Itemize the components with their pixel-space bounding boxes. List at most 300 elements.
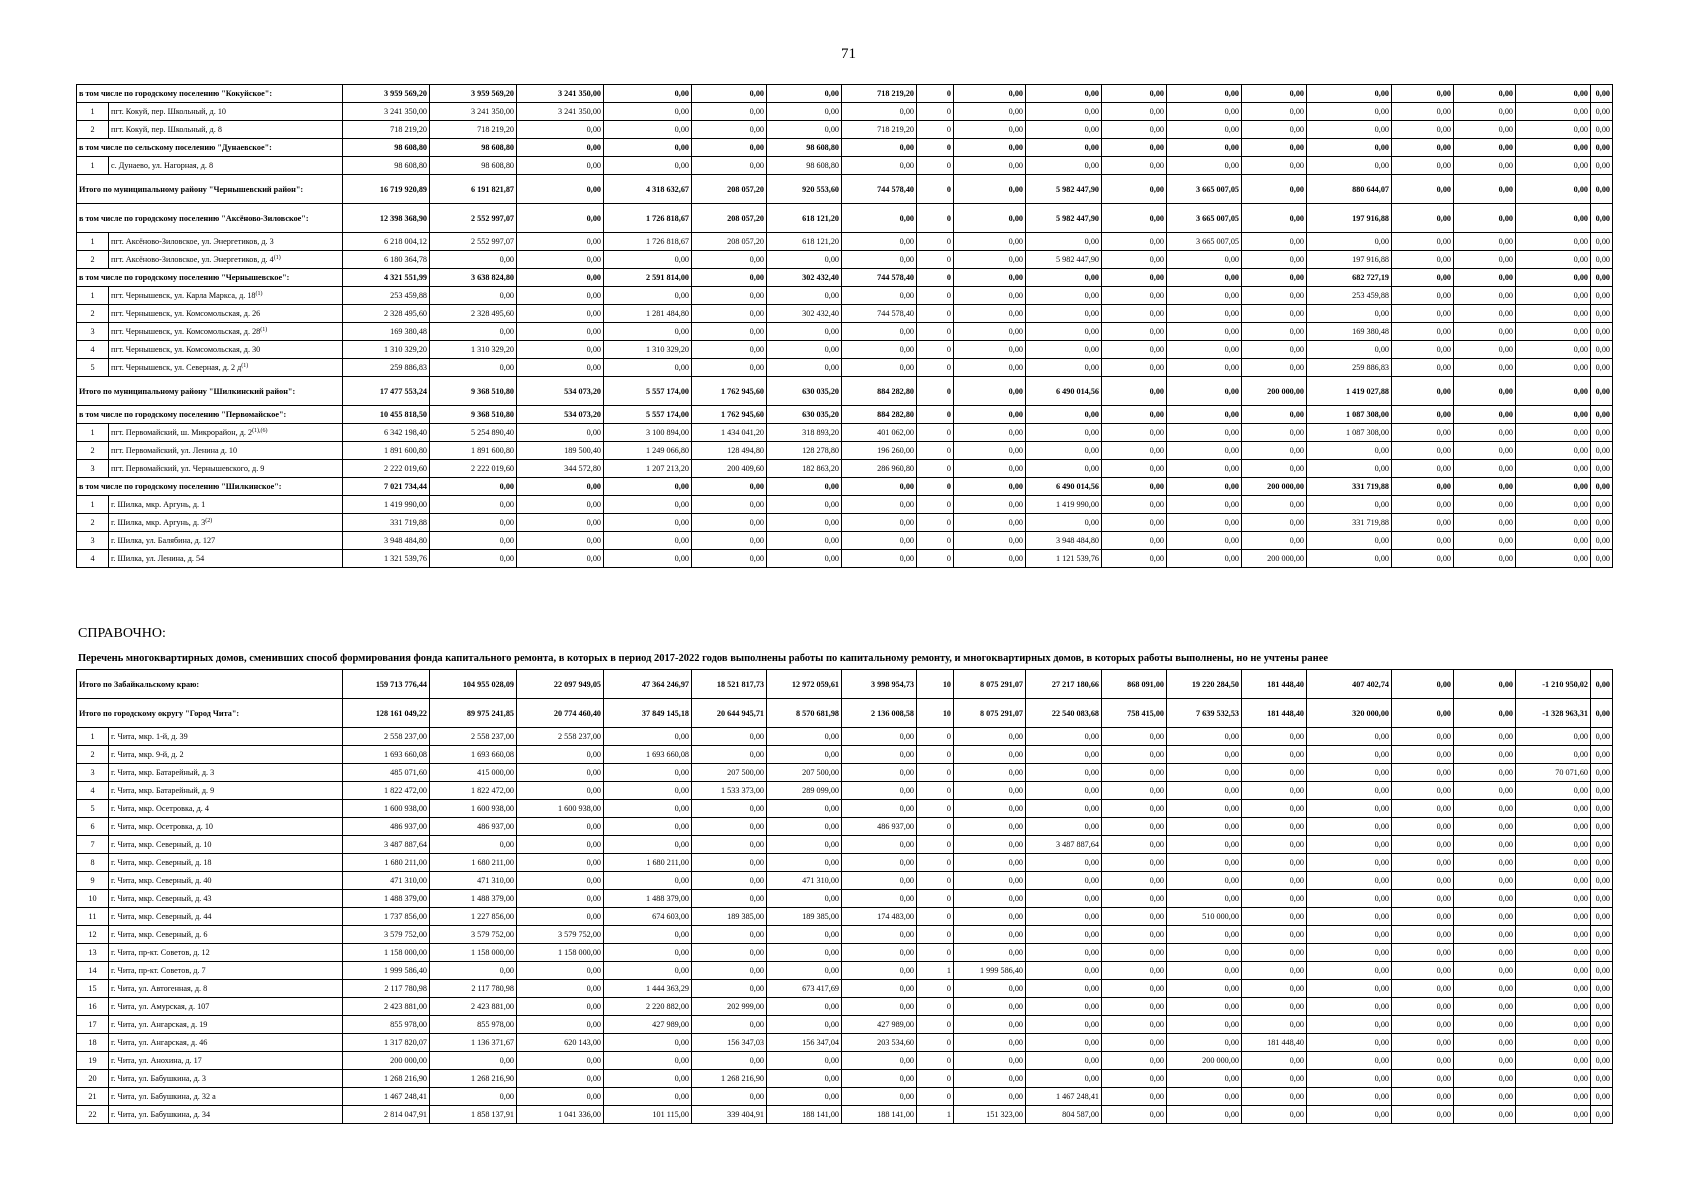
value-cell: 0,00 — [842, 103, 917, 121]
value-cell: 151 323,00 — [954, 1106, 1026, 1124]
value-cell: 0,00 — [1591, 746, 1613, 764]
value-cell: 98 608,80 — [767, 157, 842, 175]
value-cell: 0,00 — [1392, 341, 1454, 359]
value-cell: 486 937,00 — [343, 818, 430, 836]
table-row — [77, 1016, 1613, 1034]
row-number: 4 — [77, 550, 109, 568]
value-cell: 0,00 — [1167, 323, 1242, 341]
value-cell: 0,00 — [1591, 728, 1613, 746]
table-row — [77, 323, 1613, 341]
value-cell: 0,00 — [1392, 532, 1454, 550]
value-cell: 0,00 — [1102, 962, 1167, 980]
value-cell: 0,00 — [1242, 287, 1307, 305]
address-cell: г. Шилка, мкр. Аргунь, д. 1 — [109, 496, 343, 514]
value-cell: 0,00 — [1102, 926, 1167, 944]
value-cell: 16 719 920,89 — [343, 175, 430, 204]
row-number: 2 — [77, 514, 109, 532]
value-cell: 0,00 — [1026, 962, 1102, 980]
value-cell: 0 — [917, 550, 954, 568]
table-row — [77, 926, 1613, 944]
value-cell: 22 540 083,68 — [1026, 699, 1102, 728]
value-cell: 0,00 — [1516, 1016, 1591, 1034]
value-cell: 0,00 — [954, 233, 1026, 251]
value-cell: 0,00 — [1392, 305, 1454, 323]
value-cell: 0,00 — [692, 287, 767, 305]
value-cell: 0,00 — [1242, 305, 1307, 323]
value-cell: 0,00 — [1102, 341, 1167, 359]
row-number: 5 — [77, 359, 109, 377]
value-cell: 0,00 — [1591, 699, 1613, 728]
value-cell: 0,00 — [1167, 269, 1242, 287]
value-cell: 0,00 — [954, 85, 1026, 103]
address-cell: с. Дунаево, ул. Нагорная, д. 8 — [109, 157, 343, 175]
value-cell: 0,00 — [517, 764, 604, 782]
row-number: 21 — [77, 1088, 109, 1106]
value-cell: 0,00 — [1591, 1052, 1613, 1070]
value-cell: 0,00 — [1591, 514, 1613, 532]
value-cell: 4 318 632,67 — [604, 175, 692, 204]
value-cell: -1 328 963,31 — [1516, 699, 1591, 728]
value-cell: 0,00 — [692, 157, 767, 175]
value-cell: 208 057,20 — [692, 204, 767, 233]
row-number: 1 — [77, 496, 109, 514]
value-cell: 0,00 — [430, 550, 517, 568]
value-cell: 2 328 495,60 — [343, 305, 430, 323]
table-row — [77, 1052, 1613, 1070]
value-cell: 1 680 211,00 — [343, 854, 430, 872]
value-cell: 0 — [917, 287, 954, 305]
value-cell: 0,00 — [1167, 1016, 1242, 1034]
value-cell: 331 719,88 — [1307, 478, 1392, 496]
table-row — [77, 998, 1613, 1016]
value-cell: 1 693 660,08 — [604, 746, 692, 764]
value-cell: 6 218 004,12 — [343, 233, 430, 251]
value-cell: 427 989,00 — [604, 1016, 692, 1034]
subtotal-label: в том числе по городскому поселению "Первомайское": — [77, 406, 343, 424]
value-cell: 1 041 336,00 — [517, 1106, 604, 1124]
value-cell: 0,00 — [1516, 204, 1591, 233]
value-cell: 0,00 — [604, 287, 692, 305]
row-number: 22 — [77, 1106, 109, 1124]
value-cell: 1 419 990,00 — [343, 496, 430, 514]
value-cell: 0,00 — [842, 287, 917, 305]
value-cell: 0 — [917, 442, 954, 460]
value-cell: 1 310 329,20 — [604, 341, 692, 359]
value-cell: 331 719,88 — [1307, 514, 1392, 532]
value-cell: 0,00 — [1026, 818, 1102, 836]
value-cell: 0,00 — [604, 962, 692, 980]
value-cell: 0,00 — [954, 442, 1026, 460]
address-cell: г. Чита, ул. Ангарская, д. 46 — [109, 1034, 343, 1052]
value-cell: 0,00 — [517, 233, 604, 251]
value-cell: 1 087 308,00 — [1307, 406, 1392, 424]
value-cell: 0,00 — [1454, 514, 1516, 532]
value-cell: 0,00 — [1591, 204, 1613, 233]
value-cell: 855 978,00 — [430, 1016, 517, 1034]
value-cell: 0,00 — [1516, 800, 1591, 818]
value-cell: 0,00 — [1454, 233, 1516, 251]
value-cell: 620 143,00 — [517, 1034, 604, 1052]
value-cell: 0,00 — [1102, 478, 1167, 496]
reference-title: СПРАВОЧНО: — [78, 626, 166, 641]
value-cell: 0,00 — [430, 514, 517, 532]
value-cell: 0,00 — [1167, 872, 1242, 890]
value-cell: 0,00 — [1026, 1016, 1102, 1034]
value-cell: 0,00 — [1026, 460, 1102, 478]
value-cell: 202 999,00 — [692, 998, 767, 1016]
value-cell: 0,00 — [1167, 251, 1242, 269]
value-cell: 0,00 — [1307, 85, 1392, 103]
value-cell: 0,00 — [1516, 85, 1591, 103]
table-row — [77, 746, 1613, 764]
table-row — [77, 854, 1613, 872]
address-cell: пгт. Чернышевск, ул. Комсомольская, д. 26 — [109, 305, 343, 323]
value-cell: 0,00 — [1591, 424, 1613, 442]
value-cell: 0,00 — [1242, 532, 1307, 550]
value-cell: 0,00 — [1516, 406, 1591, 424]
row-number: 5 — [77, 800, 109, 818]
value-cell: 189 385,00 — [692, 908, 767, 926]
value-cell: 12 972 059,61 — [767, 670, 842, 699]
value-cell: 0,00 — [1392, 782, 1454, 800]
value-cell: 0,00 — [767, 890, 842, 908]
value-cell: 0,00 — [954, 818, 1026, 836]
table-row — [77, 980, 1613, 998]
value-cell: 0,00 — [1392, 890, 1454, 908]
row-number: 8 — [77, 854, 109, 872]
value-cell: 0,00 — [1392, 442, 1454, 460]
value-cell: 0,00 — [517, 962, 604, 980]
value-cell: 0 — [917, 424, 954, 442]
subtotal-label: в том числе по городскому поселению "Чернышевское": — [77, 269, 343, 287]
value-cell: 0,00 — [1392, 514, 1454, 532]
value-cell: 0,00 — [842, 854, 917, 872]
value-cell: 0,00 — [517, 890, 604, 908]
value-cell: 1 158 000,00 — [430, 944, 517, 962]
value-cell: 0 — [917, 980, 954, 998]
value-cell: 0,00 — [1454, 926, 1516, 944]
value-cell: 0,00 — [1242, 251, 1307, 269]
value-cell: 0,00 — [1102, 980, 1167, 998]
row-number: 7 — [77, 836, 109, 854]
value-cell: 718 219,20 — [842, 85, 917, 103]
value-cell: 0,00 — [1102, 269, 1167, 287]
value-cell: 0,00 — [1167, 836, 1242, 854]
value-cell: 0,00 — [1392, 1088, 1454, 1106]
value-cell: 718 219,20 — [842, 121, 917, 139]
value-cell: 302 432,40 — [767, 269, 842, 287]
value-cell: 1 693 660,08 — [430, 746, 517, 764]
value-cell: 0,00 — [1026, 424, 1102, 442]
value-cell: 0,00 — [842, 746, 917, 764]
value-cell: 471 310,00 — [767, 872, 842, 890]
value-cell: 0,00 — [1392, 323, 1454, 341]
value-cell: 0,00 — [767, 818, 842, 836]
value-cell: 0,00 — [1102, 139, 1167, 157]
value-cell: 0,00 — [1454, 890, 1516, 908]
value-cell: 0,00 — [842, 478, 917, 496]
value-cell: 3 100 894,00 — [604, 424, 692, 442]
value-cell: 0 — [917, 204, 954, 233]
value-cell: 8 075 291,07 — [954, 670, 1026, 699]
value-cell: 2 552 997,07 — [430, 204, 517, 233]
value-cell: 0,00 — [1307, 782, 1392, 800]
value-cell: 0,00 — [604, 121, 692, 139]
address-cell: пгт. Чернышевск, ул. Комсомольская, д. 30 — [109, 341, 343, 359]
value-cell: 0,00 — [1454, 269, 1516, 287]
value-cell: 10 — [917, 670, 954, 699]
value-cell: 0,00 — [954, 1070, 1026, 1088]
value-cell: 98 608,80 — [343, 157, 430, 175]
value-cell: 0,00 — [517, 204, 604, 233]
value-cell: 0,00 — [604, 926, 692, 944]
row-number: 6 — [77, 818, 109, 836]
value-cell: 0,00 — [1454, 1034, 1516, 1052]
value-cell: 0,00 — [1591, 944, 1613, 962]
subtotal-row — [77, 478, 1613, 496]
value-cell: 1 680 211,00 — [430, 854, 517, 872]
value-cell: 0,00 — [1102, 85, 1167, 103]
table-row — [77, 442, 1613, 460]
value-cell: 0,00 — [517, 532, 604, 550]
value-cell: 0,00 — [1242, 442, 1307, 460]
value-cell: 0,00 — [842, 341, 917, 359]
value-cell: 0,00 — [1167, 103, 1242, 121]
value-cell: 0,00 — [1591, 908, 1613, 926]
table-row — [77, 800, 1613, 818]
value-cell: 0,00 — [604, 139, 692, 157]
value-cell: 0,00 — [1167, 139, 1242, 157]
value-cell: 0,00 — [604, 157, 692, 175]
value-cell: 1 419 990,00 — [1026, 496, 1102, 514]
value-cell: 98 608,80 — [430, 139, 517, 157]
value-cell: 427 989,00 — [842, 1016, 917, 1034]
value-cell: 407 402,74 — [1307, 670, 1392, 699]
value-cell: 0,00 — [1102, 323, 1167, 341]
row-number: 2 — [77, 121, 109, 139]
value-cell: 0,00 — [517, 287, 604, 305]
value-cell: 0,00 — [1454, 699, 1516, 728]
value-cell: 415 000,00 — [430, 764, 517, 782]
value-cell: 0,00 — [1102, 460, 1167, 478]
value-cell: 0,00 — [692, 305, 767, 323]
value-cell: 0,00 — [1516, 359, 1591, 377]
value-cell: 0,00 — [1516, 1088, 1591, 1106]
value-cell: 0,00 — [1392, 800, 1454, 818]
value-cell: 0,00 — [1242, 926, 1307, 944]
value-cell: 200 000,00 — [1242, 377, 1307, 406]
value-cell: 0,00 — [954, 287, 1026, 305]
value-cell: 253 459,88 — [1307, 287, 1392, 305]
value-cell: 0,00 — [1591, 460, 1613, 478]
value-cell: 0,00 — [1392, 287, 1454, 305]
value-cell: 0,00 — [1102, 424, 1167, 442]
value-cell: 3 579 752,00 — [517, 926, 604, 944]
value-cell: 0,00 — [1242, 1106, 1307, 1124]
value-cell: 0,00 — [430, 962, 517, 980]
value-cell: 0,00 — [1242, 962, 1307, 980]
value-cell: 0 — [917, 460, 954, 478]
value-cell: 0,00 — [954, 139, 1026, 157]
value-cell: 0,00 — [604, 496, 692, 514]
value-cell: 0,00 — [1392, 496, 1454, 514]
value-cell: 0,00 — [842, 550, 917, 568]
value-cell: 0,00 — [1242, 800, 1307, 818]
value-cell: 0,00 — [842, 323, 917, 341]
value-cell: 0,00 — [692, 269, 767, 287]
value-cell: 47 364 246,97 — [604, 670, 692, 699]
value-cell: 0,00 — [1516, 1106, 1591, 1124]
value-cell: 0,00 — [1167, 424, 1242, 442]
value-cell: 1 136 371,67 — [430, 1034, 517, 1052]
table-row — [77, 872, 1613, 890]
value-cell: 0,00 — [692, 746, 767, 764]
value-cell: 200 409,60 — [692, 460, 767, 478]
table-row — [77, 424, 1613, 442]
value-cell: 0,00 — [1454, 251, 1516, 269]
value-cell: 0 — [917, 800, 954, 818]
value-cell: 0,00 — [1307, 341, 1392, 359]
row-number: 2 — [77, 251, 109, 269]
reference-caption: Перечень многоквартирных домов, сменивших способ формирования фонда капитального ремонта, в которых в период 2017-2022 годов выполнены работы по капитальному ремонту, и многоквартирных домов, в которых работы выполнены, но не учтены ранее — [78, 653, 1329, 664]
value-cell: 0,00 — [1392, 1034, 1454, 1052]
value-cell: 0,00 — [1167, 377, 1242, 406]
value-cell: 259 886,83 — [1307, 359, 1392, 377]
value-cell: 0,00 — [1242, 233, 1307, 251]
value-cell: 0,00 — [842, 962, 917, 980]
value-cell: 0,00 — [954, 532, 1026, 550]
value-cell: 0 — [917, 496, 954, 514]
value-cell: 0,00 — [1516, 514, 1591, 532]
value-cell: 1 999 586,40 — [954, 962, 1026, 980]
address-cell: пгт. Аксёново-Зиловское, ул. Энергетиков, д. 4$^{(1)}$ — [109, 251, 343, 269]
value-cell: 0,00 — [692, 980, 767, 998]
value-cell: 0,00 — [1026, 85, 1102, 103]
value-cell: 0,00 — [1242, 103, 1307, 121]
value-cell: 1 227 856,00 — [430, 908, 517, 926]
value-cell: 0 — [917, 269, 954, 287]
value-cell: 0,00 — [1591, 103, 1613, 121]
value-cell: 3 241 350,00 — [517, 85, 604, 103]
value-cell: 0,00 — [954, 496, 1026, 514]
value-cell: 344 572,80 — [517, 460, 604, 478]
value-cell: 0,00 — [1454, 103, 1516, 121]
value-cell: 0 — [917, 251, 954, 269]
value-cell: 744 578,40 — [842, 269, 917, 287]
value-cell: 0,00 — [1167, 287, 1242, 305]
value-cell: 0,00 — [1307, 926, 1392, 944]
value-cell: 0,00 — [1591, 121, 1613, 139]
value-cell: 0,00 — [1026, 926, 1102, 944]
value-cell: 6 490 014,56 — [1026, 377, 1102, 406]
value-cell: 0 — [917, 728, 954, 746]
value-cell: 0,00 — [692, 341, 767, 359]
table-row — [77, 103, 1613, 121]
value-cell: 486 937,00 — [842, 818, 917, 836]
value-cell: 2 222 019,60 — [343, 460, 430, 478]
row-number: 3 — [77, 323, 109, 341]
value-cell: 0,00 — [692, 1016, 767, 1034]
value-cell: 0,00 — [767, 550, 842, 568]
value-cell: 3 487 887,64 — [343, 836, 430, 854]
value-cell: 0,00 — [842, 359, 917, 377]
value-cell: 0,00 — [1102, 532, 1167, 550]
value-cell: 0,00 — [1167, 746, 1242, 764]
address-cell: пгт. Первомайский, ш. Микрорайон, д. $2^{(1),(6)}$ — [109, 424, 343, 442]
value-cell: 0,00 — [1454, 85, 1516, 103]
address-cell: г. Чита, ул. Бабушкина, д. 32 а — [109, 1088, 343, 1106]
table-row — [77, 962, 1613, 980]
value-cell: 0,00 — [1026, 800, 1102, 818]
table-row — [77, 1088, 1613, 1106]
value-cell: 471 310,00 — [343, 872, 430, 890]
table-row — [77, 764, 1613, 782]
value-cell: 718 219,20 — [430, 121, 517, 139]
value-cell: 0,00 — [1454, 872, 1516, 890]
value-cell: 12 398 368,90 — [343, 204, 430, 233]
value-cell: 0,00 — [954, 460, 1026, 478]
value-cell: 0,00 — [1454, 406, 1516, 424]
value-cell: 0,00 — [692, 496, 767, 514]
value-cell: 0,00 — [1591, 478, 1613, 496]
value-cell: 0,00 — [1516, 782, 1591, 800]
value-cell: 2 117 780,98 — [430, 980, 517, 998]
value-cell: 0,00 — [842, 926, 917, 944]
value-cell: 0,00 — [430, 323, 517, 341]
value-cell: 0 — [917, 818, 954, 836]
footnote-marker: (1) — [255, 291, 263, 297]
value-cell: 0,00 — [767, 728, 842, 746]
value-cell: 0,00 — [1591, 550, 1613, 568]
address-cell: пгт. Первомайский, ул. Чернышевского, д. 9 — [109, 460, 343, 478]
value-cell: 1 467 248,41 — [1026, 1088, 1102, 1106]
value-cell: 0,00 — [1516, 818, 1591, 836]
value-cell: 1 121 539,76 — [1026, 550, 1102, 568]
value-cell: 1 434 041,20 — [692, 424, 767, 442]
address-cell: г. Чита, ул. Амурская, д. 107 — [109, 998, 343, 1016]
value-cell: 0,00 — [1102, 800, 1167, 818]
value-cell: 0,00 — [1591, 532, 1613, 550]
row-number: 2 — [77, 305, 109, 323]
value-cell: 2 558 237,00 — [430, 728, 517, 746]
value-cell: 0,00 — [1591, 926, 1613, 944]
value-cell: 8 075 291,07 — [954, 699, 1026, 728]
row-number: 19 — [77, 1052, 109, 1070]
value-cell: 1 317 820,07 — [343, 1034, 430, 1052]
address-cell: г. Чита, пр-кт. Советов, д. 12 — [109, 944, 343, 962]
row-number: 1 — [77, 157, 109, 175]
value-cell: 0,00 — [842, 1052, 917, 1070]
value-cell: 0,00 — [517, 341, 604, 359]
value-cell: 0,00 — [604, 944, 692, 962]
value-cell: 0,00 — [1102, 514, 1167, 532]
capital-repair-table — [76, 84, 1613, 568]
value-cell: 0,00 — [1242, 1016, 1307, 1034]
value-cell: 0,00 — [1392, 728, 1454, 746]
value-cell: 320 000,00 — [1307, 699, 1392, 728]
value-cell: 0,00 — [1454, 1088, 1516, 1106]
table-row — [77, 890, 1613, 908]
value-cell: 0,00 — [1167, 926, 1242, 944]
value-cell: 2 591 814,00 — [604, 269, 692, 287]
value-cell: 0,00 — [767, 121, 842, 139]
value-cell: 3 959 569,20 — [343, 85, 430, 103]
value-cell: 0,00 — [954, 926, 1026, 944]
value-cell: 0 — [917, 514, 954, 532]
value-cell: 0,00 — [1516, 478, 1591, 496]
value-cell: 0,00 — [954, 1052, 1026, 1070]
value-cell: 0,00 — [954, 872, 1026, 890]
